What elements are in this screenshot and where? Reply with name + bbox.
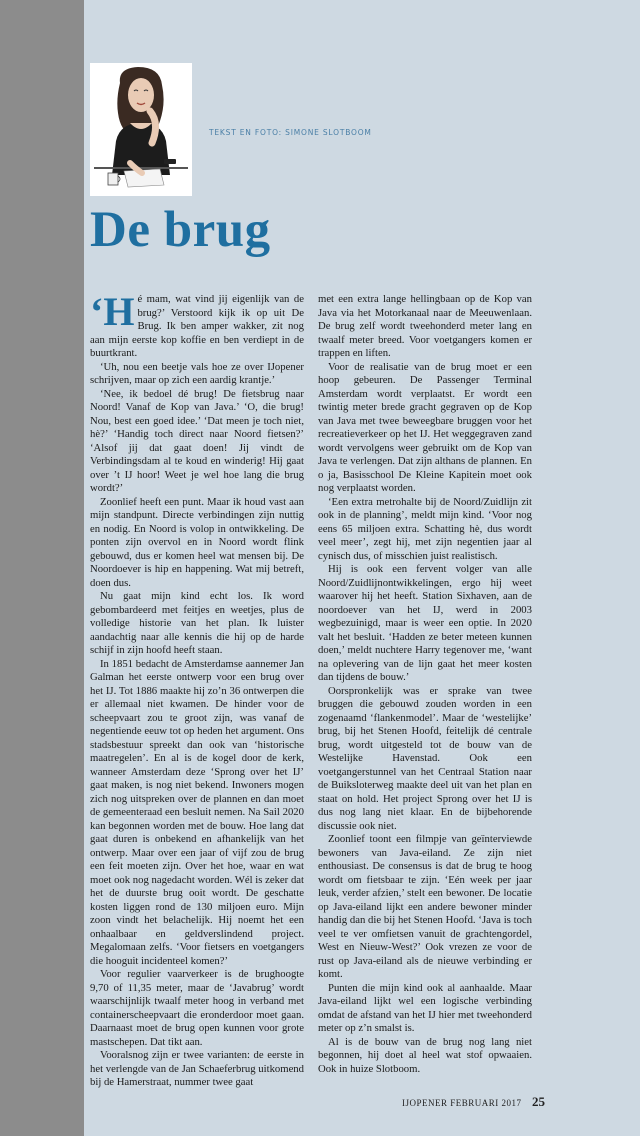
paragraph: Hij is ook een fervent volger van alle Noord/Zuidlijnontwikkelingen, ergo hij weet waarover hij het heeft. Station Sixhaven, aan de noordoever van het IJ, werd in 2003 wegbezuinigd, maar is weer een optie. In 2020 valt het besluit. ‘Hadden ze beter meteen kunnen doen,’ meldt nuchtere Harry tegenover me, ‘want na oplevering van de lijn gaat het meer kosten dan tijdens de bouw.’ (318, 563, 532, 683)
paragraph: Zoonlief toont een filmpje van geïnterviewde bewoners van Java-eiland. Ze zijn niet enthousiast. De consensus is dat de brug te hoog wordt om fietsbaar te zijn. ‘Eén week per jaar leuk, verder afzien,’ stelt een bewoner. De locatie op Java-eiland lijkt een andere bewoner minder handig dan die bij het Stenen Hoofd. ‘Java is toch veel te ver omfietsen vanuit de grachtengordel, West en Nieuw-West?’ Ook vrezen ze voor de rust op Java-eiland als de nieuwe verbinding er komt. (318, 833, 532, 980)
paragraph: Vooralsnog zijn er twee varianten: de eerste in het verlengde van de Jan Schaeferbrug uitkomend bij de Hamerstraat, nummer twee gaat (90, 1049, 304, 1088)
drop-cap: ‘H (90, 289, 135, 334)
article-column-right (318, 293, 532, 1076)
paragraph: In 1851 bedacht de Amsterdamse aannemer Jan Galman het eerste ontwerp voor een brug over het IJ. Tot 1886 maakte hij zo’n 36 ontwerpen die er allemaal niet kwamen. De hinder voor de scheepvaart zou te groot zijn, was vanaf de negentiende eeuw tot op heden het argument. Ons stadsbestuur spreekt dan ook van ‘historische maatregelen’. En al is de kogel door de kerk, wanneer Amsterdam deze ‘Sprong over het IJ’ gaat maken, is nog niet bekend. Inwoners mogen zich nog uitspreken over de plannen en dan moet de gemeenteraad een besluit nemen. Na Sail 2020 kan begonnen worden met de bouw. Hoe lang dat gaat duren is onbekend en afhankelijk van het ontwerp. Maar over een jaar of vijf zou de brug een feit moeten zijn. Over het hoe, waar en wat moet ook nog nagedacht worden. Wél is zeker dat het de duurste brug ooit wordt. De geschatte kosten liggen rond de 130 miljoen euro. Mijn zoon vindt het belachelijk. Hij noemt het een onhaalbaar en geldverslindend project. Megalomaan zelfs. ‘Voor fietsers en voetgangers die hooguit incidenteel komen?’ (90, 657, 304, 967)
paragraph: Punten die mijn kind ook al aanhaalde. Maar Java-eiland lijkt wel een logische verbinding omdat de afstand van het IJ hier met tweehonderd meter op z’n smalst is. (318, 981, 532, 1034)
paragraph: Voor regulier vaarverkeer is de brughoogte 9,70 of 11,35 meter, maar de ‘Javabrug’ wordt waarschijnlijk twaalf meter hoog in verband met containerscheepvaart die eronderdoor moet gaan. Daarnaast moet de brug open kunnen voor grote mastschepen. Dat tikt aan. (90, 968, 304, 1048)
paragraph: Zoonlief heeft een punt. Maar ik houd vast aan mijn standpunt. Directe verbindingen zijn nuttig en nodig. En Noord is volop in ontwikkeling. De ponten zijn overvol en in Noord wordt flink gebouwd, dus er komen heel wat mensen bij. De Noordoever is hip en happening. Wat mij betreft, doen dus. (90, 495, 304, 589)
byline: TEKST EN FOTO: SIMONE SLOTBOOM (209, 128, 372, 137)
paragraph: met een extra lange hellingbaan op de Kop van Java via het Motorkanaal naar de Meeuwenlaan. De brug zelf wordt tweehonderd meter lang en twaalf meter breed. Voor voetgangers komen er trappen en liften. (318, 293, 532, 359)
paragraph: Nu gaat mijn kind echt los. Ik word gebombardeerd met feitjes en weetjes, plus de volledige historie van het plan. Ik luister aandachtig naar alle kennis die hij op de harde schijf in zijn hoofd heeft staan. (90, 590, 304, 656)
paragraph (90, 289, 304, 361)
paragraph: Oorspronkelijk was er sprake van twee bruggen die gebouwd zouden worden in een zogenaamd ‘flankenmodel’. Maar de ‘westelijke’ brug, bij het Stenen Hoofd, feitelijk dé centrale brug, wordt uitgesteld tot de bouw van de Westelijke Havenstad. Ook een voetgangerstunnel van het Centraal Station naar de Buiksloterweg maakte deel uit van het plan en staat on hold. Het project Sprong over het IJ is dus nog lang niet klaar. En de bijbehorende discussie ook niet. (318, 684, 532, 832)
paragraph-text: é mam, wat vind jij eigenlijk van de brug?’ Verstoord kijk ik op uit De Brug. Ik ben amper wakker, zit nog aan mijn eerste kop koffie en ben verdiept in de buurtkrant. (90, 293, 304, 359)
magazine-page (84, 0, 640, 1136)
author-portrait (90, 63, 192, 196)
paragraph: ‘Een extra metrohalte bij de Noord/Zuidlijn zit ook in de planning’, meldt mijn kind. ‘Voor nog eens 65 miljoen extra. Schatting hè, dus wordt veel meer’, zegt hij, met zijn negentien jaar al cynisch dus, of misschien juist realistisch. (318, 495, 532, 562)
article-column-left (90, 289, 304, 1090)
paragraph: Voor de realisatie van de brug moet er een hoop gebeuren. De Passenger Terminal Amsterdam wordt verplaatst. Er wordt een twintig meter brede gracht gegraven op de Kop van Java met twee beweegbare bruggen voor het recreatieverkeer op het IJ. Het weggegraven zand wordt vervolgens weer gebruikt om de Kop van Java te verlengen. Dat zijn althans de plannen. En o ja, Basisschool De Kleine Kapitein moet ook nog verplaatst worden. (318, 360, 532, 494)
paragraph: ‘Nee, ik bedoel dé brug! De fietsbrug naar Noord! Vanaf de Kop van Java.’ ‘O, die brug! Nou, best een goed idee.’ ‘Dat meen je toch niet, hè?’ ‘Handig toch direct naar Noord fietsen?’ ‘Alsof jij dat gaat doen! Jij vindt de Verbindingsdam al te koud en winderig! Hij gaat over ’t IJ hoor! Weet je wel hoe lang die brug wordt?’ (90, 387, 304, 494)
page-number: 25 (532, 1094, 545, 1109)
publication-footer: IJOPENER FEBRUARI 2017 (402, 1098, 522, 1108)
paragraph: ‘Uh, nou een beetje vals hoe ze over IJopener schrijven, maar op zich een aardig krantje.’ (90, 360, 304, 386)
author-portrait-drawing (90, 63, 192, 196)
paragraph: Al is de bouw van de brug nog lang niet begonnen, hij doet al heel wat stof opwaaien. Ook in huize Slotboom. (318, 1035, 532, 1075)
article-title: De brug (90, 202, 271, 258)
